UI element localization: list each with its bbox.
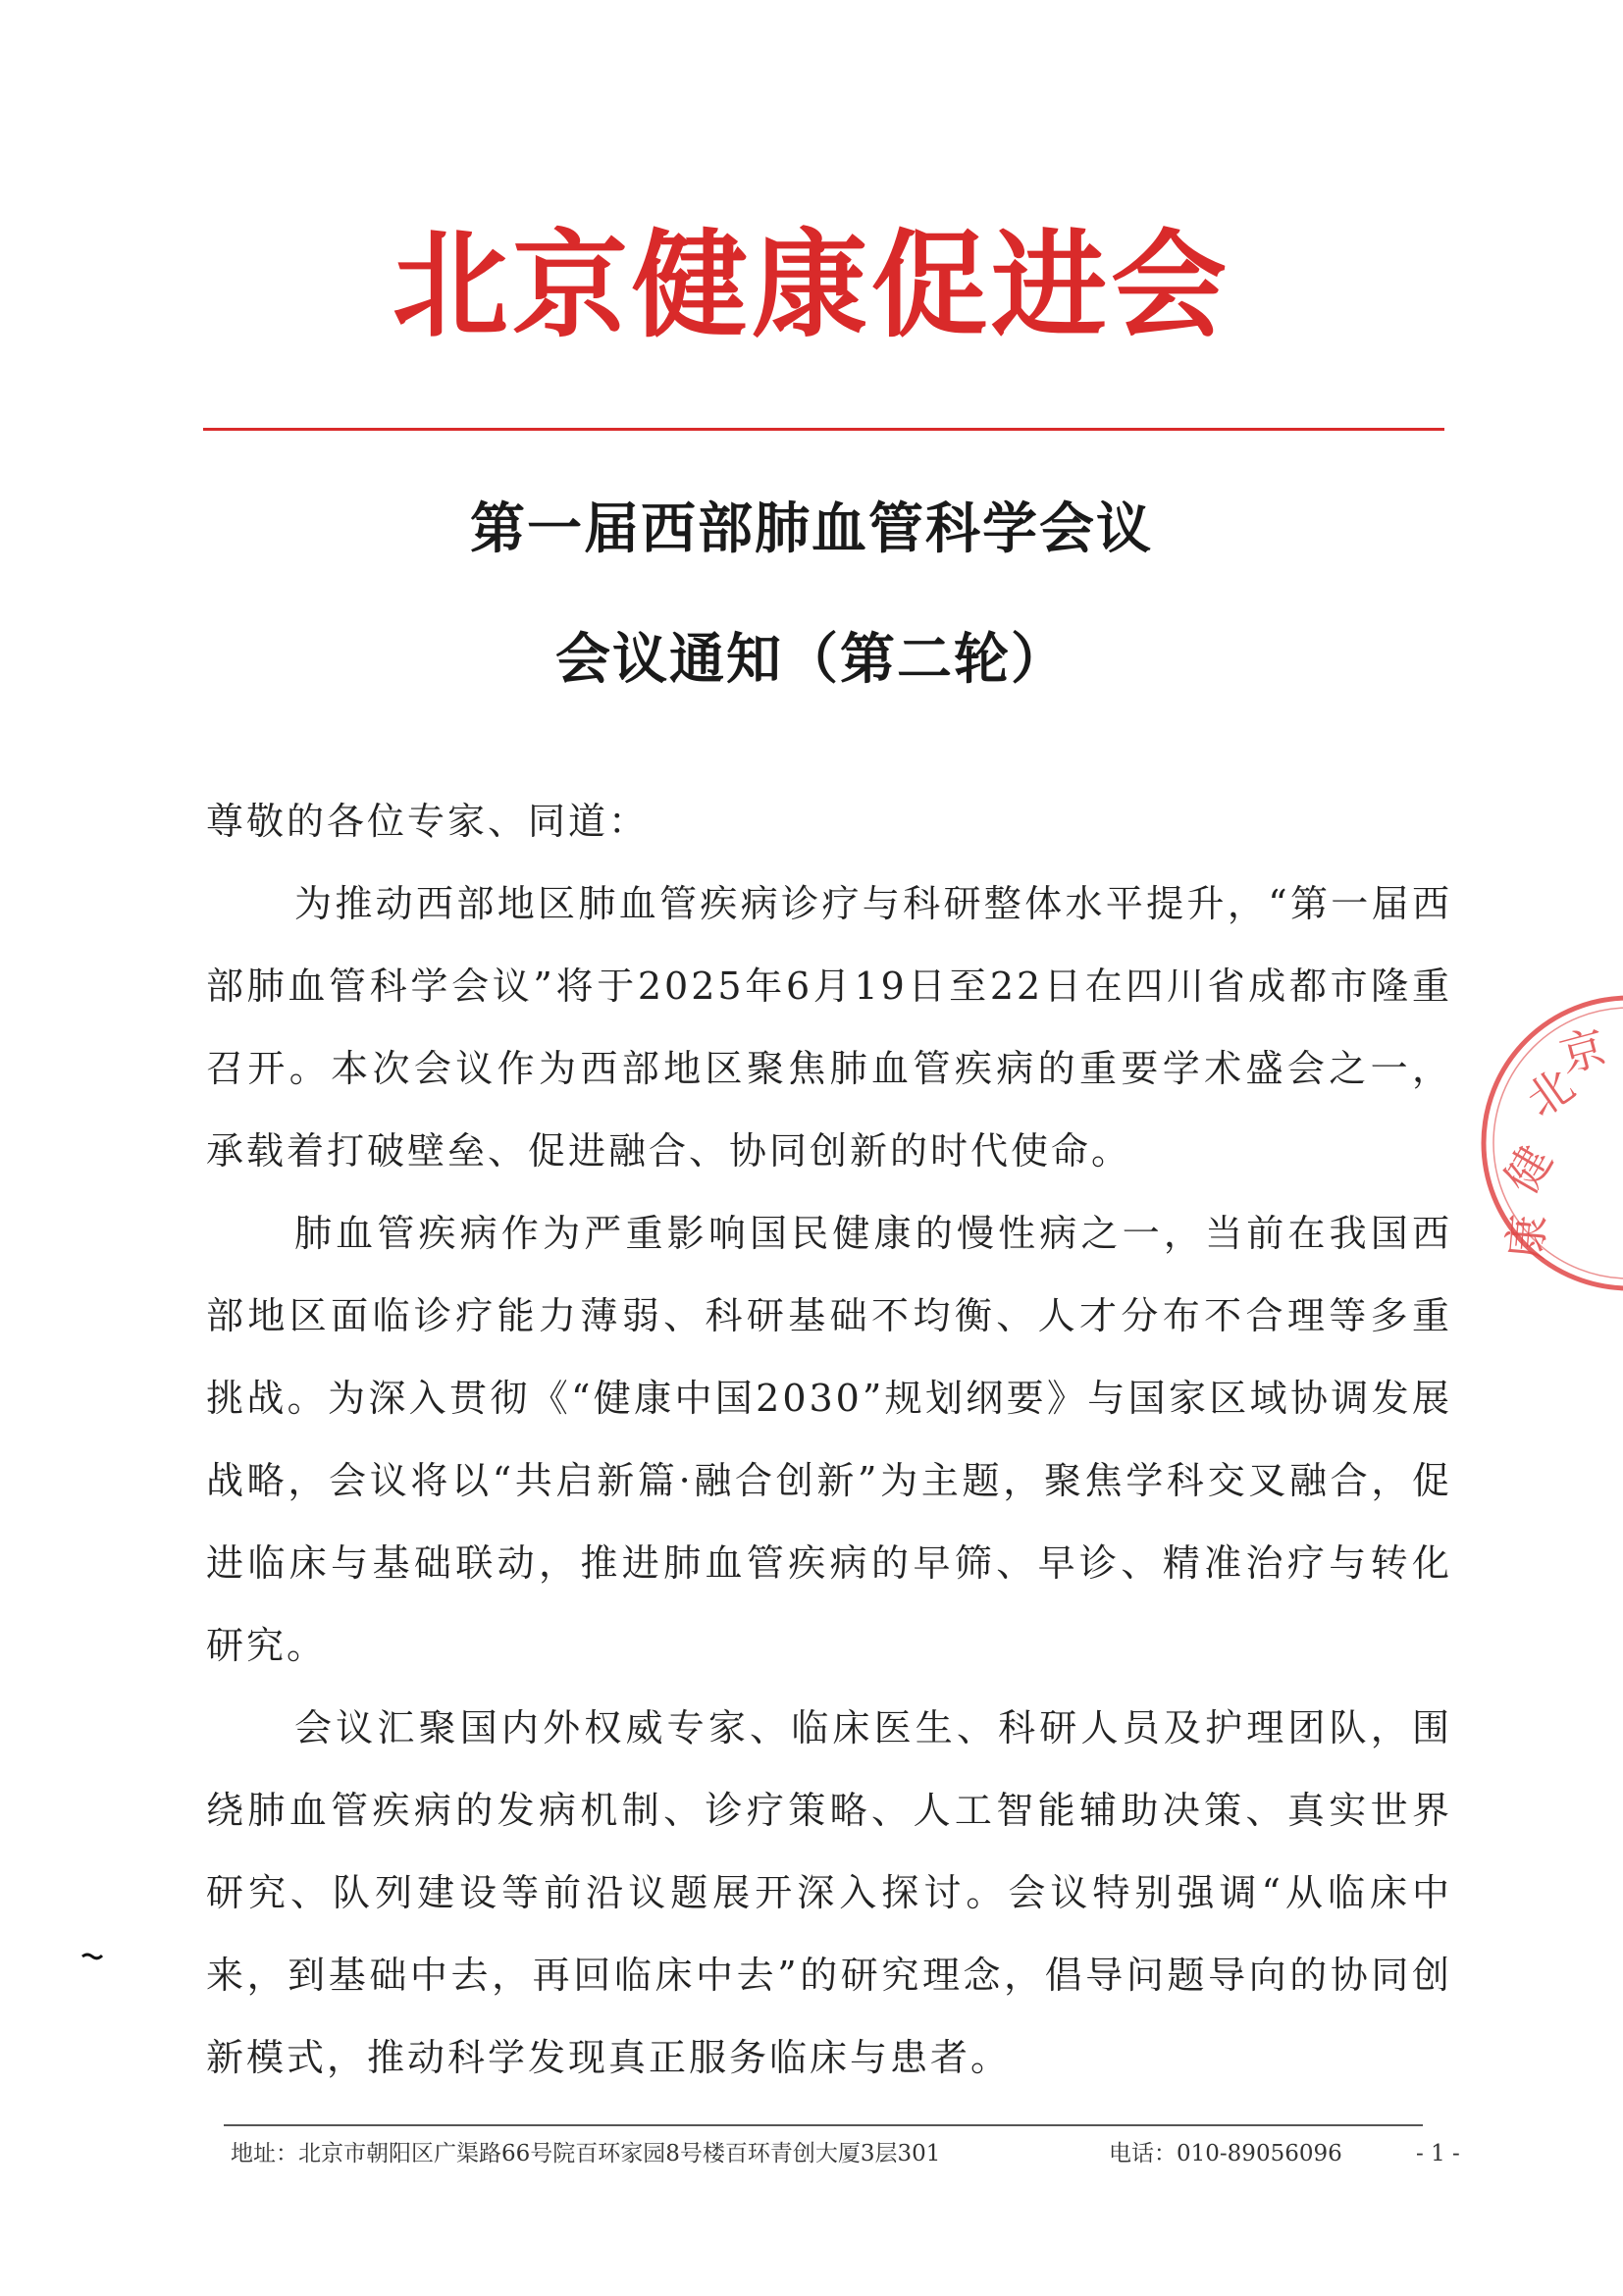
conference-title: 第一届西部肺血管科学会议 <box>470 497 1153 561</box>
svg-text:康: 康 <box>1498 1212 1555 1262</box>
page-number: - 1 - <box>1416 2141 1460 2166</box>
footer-divider <box>224 2124 1423 2126</box>
letterhead-red-rule <box>203 428 1444 431</box>
salutation: 尊敬的各位专家、同道： <box>206 800 650 843</box>
footer-address: 地址：北京市朝阳区广渠路66号院百环家园8号楼百环青创大厦3层301 <box>231 2141 941 2166</box>
svg-text:北: 北 <box>1516 1058 1584 1128</box>
letter-body <box>206 780 1452 2099</box>
footer-phone: 电话：010-89056096 <box>1109 2141 1342 2166</box>
letterhead-org-name: 北京健康促进会 <box>392 218 1230 353</box>
paragraph-agenda: 会议汇聚国内外权威专家、临床医生、科研人员及护理团队，围绕肺血管疾病的发病机制、诊疗策略、人工智能辅助决策、真实世界研究、队列建设等前沿议题展开深入探讨。会议特别强调“从临床中来，到基础中去，再回临床中去”的研究理念，倡导问题导向的协同创新模式，推动科学发现真正服务临床与患者。 <box>206 1706 1452 2079</box>
official-seal-stamp <box>1472 986 1623 1300</box>
notice-subtitle: 会议通知（第二轮） <box>555 628 1068 692</box>
scan-artifact-mark <box>81 1951 103 1960</box>
svg-text:健: 健 <box>1493 1136 1563 1203</box>
paragraph-background: 肺血管疾病作为严重影响国民健康的慢性病之一，当前在我国西部地区面临诊疗能力薄弱、科研基础不均衡、人才分布不合理等多重挑战。为深入贯彻《“健康中国2030”规划纲要》与国家区域协调发展战略，会议将以“共启新篇·融合创新”为主题，聚焦学科交叉融合，促进临床与基础联动，推进肺血管疾病的早筛、早诊、精准治疗与转化研究。 <box>206 1212 1452 1667</box>
svg-text:京: 京 <box>1553 1019 1612 1083</box>
paragraph-intro: 为推动西部地区肺血管疾病诊疗与科研整体水平提升，“第一届西部肺血管科学会议”将于2025年6月19日至22日在四川省成都市隆重召开。本次会议作为西部地区聚焦肺血管疾病的重要学术盛会之一，承载着打破壁垒、促进融合、协同创新的时代使命。 <box>206 882 1452 1173</box>
